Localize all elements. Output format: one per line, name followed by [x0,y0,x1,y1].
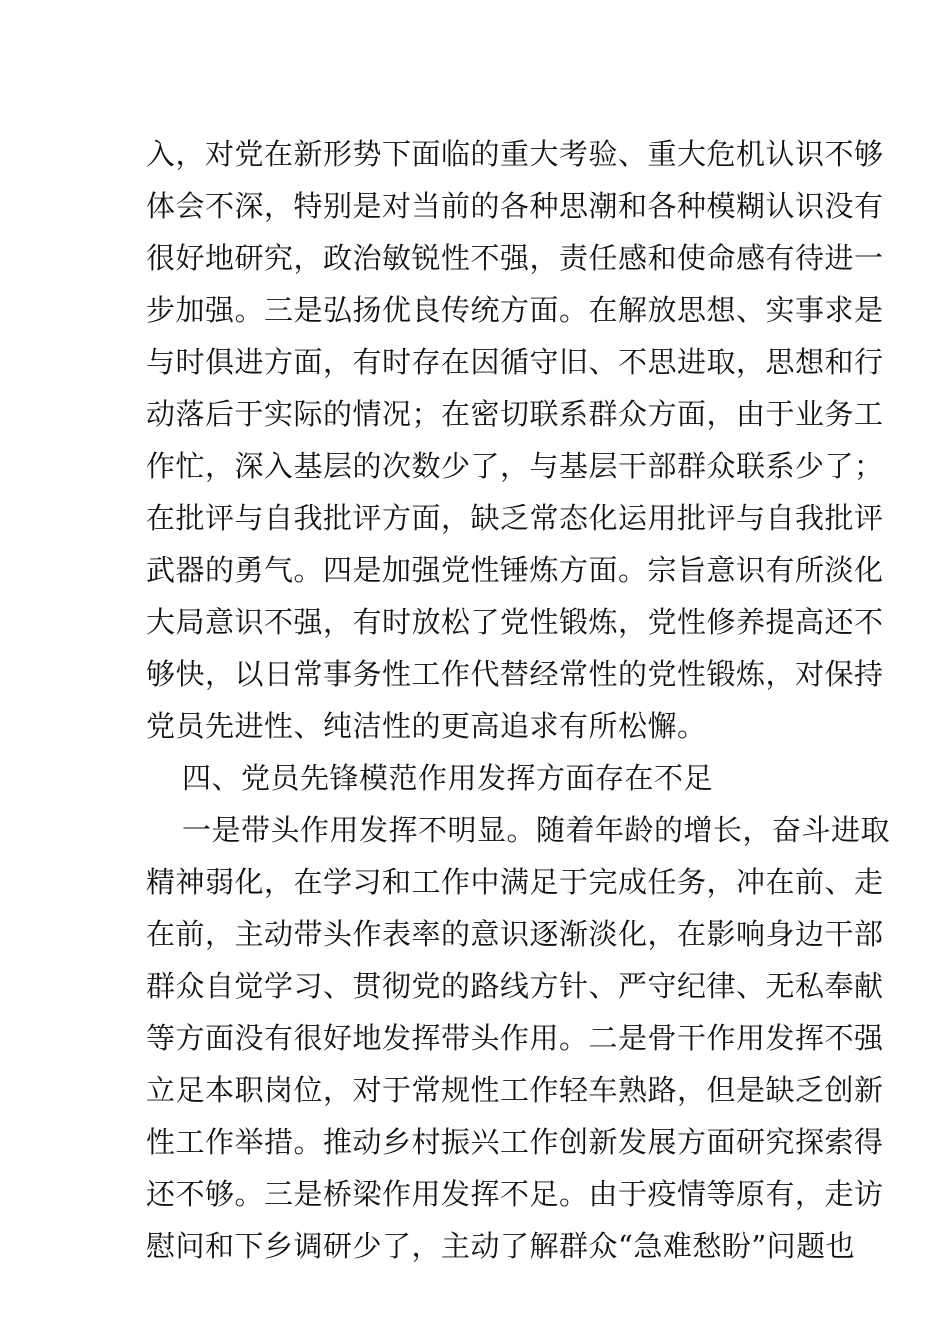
text-line: 大局意识不强，有时放松了党性锻炼，党性修养提高还不 [146,605,884,639]
text-line: 群众自觉学习、贯彻党的路线方针、严守纪律、无私奉献 [146,969,884,1003]
text-line: 等方面没有很好地发挥带头作用。二是骨干作用发挥不强 [146,1021,884,1055]
text-line: 入，对党在新形势下面临的重大考验、重大危机认识不够 [146,137,884,171]
text-line: 武器的勇气。四是加强党性锤炼方面。宗旨意识有所淡化 [146,553,884,587]
text-line: 体会不深，特别是对当前的各种思潮和各种模糊认识没有 [146,189,884,223]
text-line: 在批评与自我批评方面，缺乏常态化运用批评与自我批评 [146,501,884,535]
paragraph-first-line: 一是带头作用发挥不明显。随着年龄的增长，奋斗进取 [182,813,891,847]
text-line: 与时俱进方面，有时存在因循守旧、不思进取，思想和行 [146,345,884,379]
text-line: 动落后于实际的情况；在密切联系群众方面，由于业务工 [146,397,884,431]
text-line: 慰问和下乡调研少了，主动了解群众“急难愁盼”问题也 [146,1229,856,1263]
text-line: 立足本职岗位，对于常规性工作轻车熟路，但是缺乏创新 [146,1073,884,1107]
section-heading: 四、党员先锋模范作用发挥方面存在不足 [182,761,714,795]
text-line: 在前，主动带头作表率的意识逐渐淡化，在影响身边干部 [146,917,884,951]
text-line: 性工作举措。推动乡村振兴工作创新发展方面研究探索得 [146,1125,884,1159]
document-body [146,128,891,1272]
text-line: 作忙，深入基层的次数少了，与基层干部群众联系少了； [146,449,884,483]
text-line: 很好地研究，政治敏锐性不强，责任感和使命感有待进一 [146,241,884,275]
text-line: 还不够。三是桥梁作用发挥不足。由于疫情等原有，走访 [146,1177,884,1211]
text-line: 党员先进性、纯洁性的更高追求有所松懈。 [146,709,707,743]
text-line: 够快，以日常事务性工作代替经常性的党性锻炼，对保持 [146,657,884,691]
text-line: 步加强。三是弘扬优良传统方面。在解放思想、实事求是 [146,293,884,327]
text-line: 精神弱化，在学习和工作中满足于完成任务，冲在前、走 [146,865,884,899]
